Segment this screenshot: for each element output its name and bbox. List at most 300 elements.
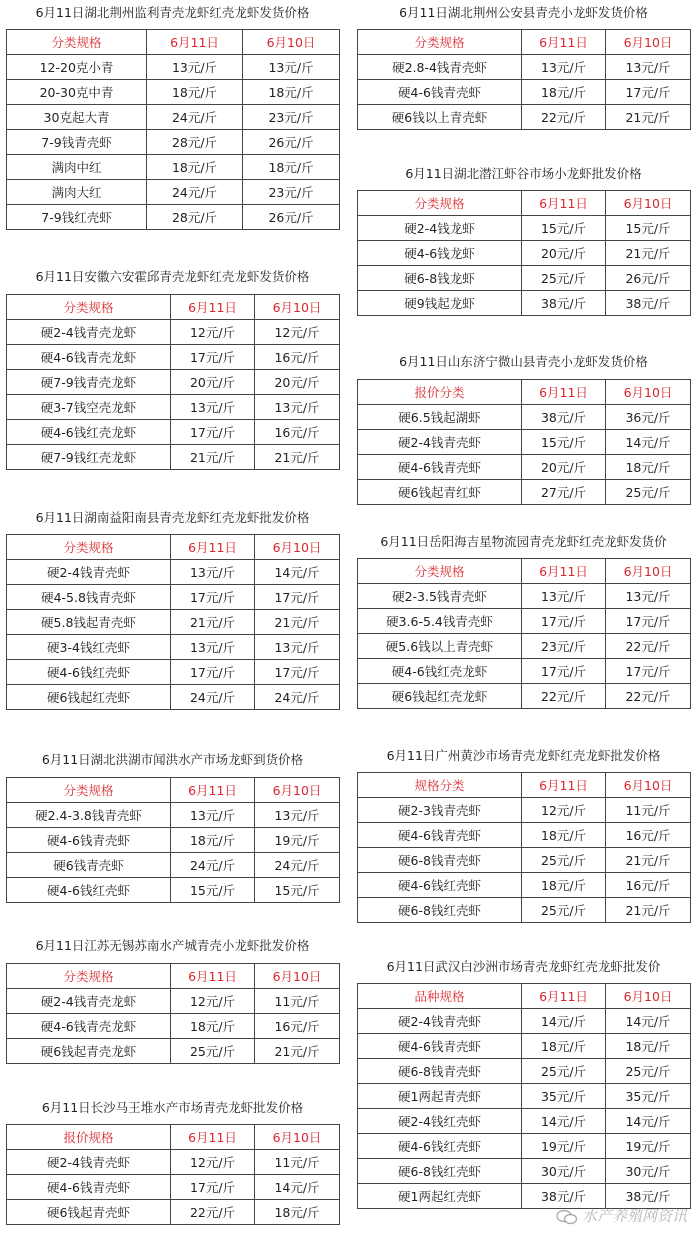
spec-cell: 硬2.8-4钱青壳虾 — [358, 55, 522, 80]
price-cell: 17元/斤 — [171, 585, 255, 610]
spec-cell: 硬2-4钱青壳龙虾 — [7, 320, 171, 345]
price-cell: 13元/斤 — [243, 55, 340, 80]
price-cell: 18元/斤 — [243, 80, 340, 105]
price-cell: 17元/斤 — [255, 585, 340, 610]
price-cell: 14元/斤 — [522, 1109, 606, 1134]
spec-cell: 硬4-6钱青壳虾 — [358, 823, 522, 848]
spec-cell: 硬6-8钱龙虾 — [358, 266, 522, 291]
spec-cell: 硬4-6钱青壳虾 — [358, 455, 522, 480]
spec-cell: 硬3-4钱红壳虾 — [7, 635, 171, 660]
table-row — [358, 634, 691, 659]
price-cell: 24元/斤 — [147, 180, 243, 205]
header-cell: 6月10日 — [255, 778, 340, 803]
price-cell: 20元/斤 — [255, 370, 340, 395]
price-cell: 17元/斤 — [171, 345, 255, 370]
price-cell: 18元/斤 — [606, 1034, 691, 1059]
table-row — [7, 1039, 340, 1064]
price-cell: 18元/斤 — [171, 828, 255, 853]
table-row — [7, 853, 340, 878]
price-table — [357, 558, 691, 709]
spec-cell: 30克起大青 — [7, 105, 147, 130]
table-header-row — [358, 559, 691, 584]
table-title: 6月11日湖北潜江虾谷市场小龙虾批发价格 — [405, 166, 642, 181]
price-cell: 22元/斤 — [171, 1200, 255, 1225]
price-cell: 16元/斤 — [255, 1014, 340, 1039]
spec-cell: 硬5.8钱起青壳虾 — [7, 610, 171, 635]
price-cell: 21元/斤 — [255, 610, 340, 635]
price-cell: 12元/斤 — [255, 320, 340, 345]
header-cell: 6月11日 — [171, 964, 255, 989]
table-header-row — [7, 295, 340, 320]
price-cell: 14元/斤 — [255, 1175, 340, 1200]
price-table — [357, 983, 691, 1209]
price-table — [357, 190, 691, 316]
price-cell: 18元/斤 — [243, 155, 340, 180]
price-cell: 17元/斤 — [171, 420, 255, 445]
spec-cell: 7-9钱青壳虾 — [7, 130, 147, 155]
spec-cell: 硬5.6钱以上青壳虾 — [358, 634, 522, 659]
price-cell: 21元/斤 — [606, 105, 691, 130]
header-cell: 6月10日 — [606, 773, 691, 798]
header-cell: 报价规格 — [7, 1125, 171, 1150]
price-cell: 18元/斤 — [171, 1014, 255, 1039]
table-header-row — [7, 1125, 340, 1150]
header-cell: 分类规格 — [7, 778, 171, 803]
header-cell: 分类规格 — [358, 30, 522, 55]
spec-cell: 硬4-6钱红壳虾 — [7, 660, 171, 685]
spec-cell: 硬4-6钱红壳虾 — [358, 873, 522, 898]
table-row — [358, 80, 691, 105]
table-row — [7, 320, 340, 345]
price-cell: 26元/斤 — [243, 130, 340, 155]
header-cell: 6月11日 — [171, 295, 255, 320]
price-cell: 19元/斤 — [522, 1134, 606, 1159]
price-cell: 25元/斤 — [171, 1039, 255, 1064]
price-cell: 25元/斤 — [522, 898, 606, 923]
price-cell: 21元/斤 — [171, 445, 255, 470]
price-cell: 18元/斤 — [147, 155, 243, 180]
price-table — [6, 534, 340, 710]
table-row — [7, 1150, 340, 1175]
price-cell: 28元/斤 — [147, 205, 243, 230]
header-cell: 6月10日 — [255, 964, 340, 989]
spec-cell: 硬6钱起红壳龙虾 — [358, 684, 522, 709]
price-cell: 38元/斤 — [606, 291, 691, 316]
table-title: 6月11日武汉白沙洲市场青壳龙虾红壳龙虾批发价 — [386, 959, 661, 974]
price-cell: 18元/斤 — [606, 455, 691, 480]
spec-cell: 硬6-8钱红壳虾 — [358, 1159, 522, 1184]
price-cell: 18元/斤 — [255, 1200, 340, 1225]
table-header-row — [358, 984, 691, 1009]
price-cell: 21元/斤 — [606, 241, 691, 266]
price-cell: 12元/斤 — [171, 1150, 255, 1175]
price-cell: 20元/斤 — [171, 370, 255, 395]
table-row — [358, 266, 691, 291]
price-cell: 17元/斤 — [255, 660, 340, 685]
table-row — [7, 80, 340, 105]
table-row — [358, 1059, 691, 1084]
table-title: 6月11日岳阳海吉星物流园青壳龙虾红壳龙虾发货价 — [380, 534, 667, 549]
price-table — [357, 379, 691, 505]
table-row — [7, 345, 340, 370]
price-cell: 17元/斤 — [171, 1175, 255, 1200]
header-cell: 6月11日 — [522, 191, 606, 216]
price-cell: 13元/斤 — [171, 803, 255, 828]
table-title: 6月11日湖南益阳南县青壳龙虾红壳龙虾批发价格 — [35, 510, 310, 525]
header-cell: 6月10日 — [606, 380, 691, 405]
price-table — [6, 963, 340, 1064]
spec-cell: 硬4-6钱红壳龙虾 — [358, 659, 522, 684]
table-title: 6月11日山东济宁微山县青壳小龙虾发货价格 — [399, 354, 648, 369]
price-cell: 24元/斤 — [171, 853, 255, 878]
spec-cell: 硬6-8钱青壳虾 — [358, 848, 522, 873]
header-cell: 6月10日 — [243, 30, 340, 55]
price-cell: 24元/斤 — [255, 853, 340, 878]
table-header-row — [358, 30, 691, 55]
spec-cell: 硬4-6钱青壳龙虾 — [7, 1014, 171, 1039]
price-cell: 25元/斤 — [606, 1059, 691, 1084]
header-cell: 6月10日 — [606, 191, 691, 216]
price-cell: 16元/斤 — [606, 873, 691, 898]
price-cell: 15元/斤 — [255, 878, 340, 903]
table-row — [358, 1034, 691, 1059]
spec-cell: 硬9钱起龙虾 — [358, 291, 522, 316]
header-cell: 6月10日 — [255, 295, 340, 320]
table-row — [358, 659, 691, 684]
price-cell: 19元/斤 — [606, 1134, 691, 1159]
spec-cell: 满肉大红 — [7, 180, 147, 205]
spec-cell: 20-30克中青 — [7, 80, 147, 105]
spec-cell: 硬4-6钱青壳龙虾 — [7, 345, 171, 370]
price-cell: 13元/斤 — [147, 55, 243, 80]
price-cell: 38元/斤 — [522, 405, 606, 430]
price-table — [6, 777, 340, 903]
spec-cell: 硬4-6钱青壳虾 — [358, 1034, 522, 1059]
price-cell: 14元/斤 — [606, 430, 691, 455]
spec-cell: 硬4-6钱青壳虾 — [7, 828, 171, 853]
price-cell: 15元/斤 — [522, 430, 606, 455]
price-cell: 18元/斤 — [522, 823, 606, 848]
table-row — [7, 989, 340, 1014]
spec-cell: 硬6钱起红壳虾 — [7, 685, 171, 710]
price-cell: 22元/斤 — [522, 684, 606, 709]
header-cell: 6月11日 — [171, 1125, 255, 1150]
price-cell: 15元/斤 — [522, 216, 606, 241]
table-row — [7, 610, 340, 635]
header-cell: 分类规格 — [7, 535, 171, 560]
spec-cell: 硬2-4钱红壳虾 — [358, 1109, 522, 1134]
price-cell: 17元/斤 — [171, 660, 255, 685]
price-cell: 14元/斤 — [606, 1109, 691, 1134]
price-cell: 13元/斤 — [255, 635, 340, 660]
price-cell: 21元/斤 — [171, 610, 255, 635]
table-row — [7, 370, 340, 395]
price-cell: 15元/斤 — [606, 216, 691, 241]
header-cell: 分类规格 — [358, 559, 522, 584]
spec-cell: 硬7-9钱红壳龙虾 — [7, 445, 171, 470]
price-cell: 21元/斤 — [606, 898, 691, 923]
price-cell: 30元/斤 — [606, 1159, 691, 1184]
price-table — [357, 29, 691, 130]
header-cell: 6月10日 — [606, 30, 691, 55]
spec-cell: 硬1两起青壳虾 — [358, 1084, 522, 1109]
table-row — [358, 480, 691, 505]
table-row — [358, 1134, 691, 1159]
spec-cell: 硬2-4钱青壳龙虾 — [7, 989, 171, 1014]
price-cell: 11元/斤 — [255, 989, 340, 1014]
price-cell: 19元/斤 — [255, 828, 340, 853]
price-cell: 36元/斤 — [606, 405, 691, 430]
table-row — [7, 55, 340, 80]
table-row — [7, 105, 340, 130]
spec-cell: 硬6钱青壳虾 — [7, 853, 171, 878]
table-row — [7, 445, 340, 470]
price-cell: 18元/斤 — [522, 80, 606, 105]
table-header-row — [7, 30, 340, 55]
table-row — [7, 685, 340, 710]
table-row — [358, 1084, 691, 1109]
spec-cell: 硬4-6钱青壳虾 — [7, 1175, 171, 1200]
spec-cell: 硬6钱起青壳虾 — [7, 1200, 171, 1225]
price-cell: 35元/斤 — [522, 1084, 606, 1109]
table-row — [7, 1200, 340, 1225]
table-row — [358, 684, 691, 709]
spec-cell: 硬3.6-5.4钱青壳虾 — [358, 609, 522, 634]
header-cell: 6月11日 — [171, 535, 255, 560]
price-cell: 24元/斤 — [147, 105, 243, 130]
table-row — [358, 609, 691, 634]
header-cell: 6月11日 — [522, 773, 606, 798]
spec-cell: 硬6-8钱青壳虾 — [358, 1059, 522, 1084]
price-cell: 25元/斤 — [522, 848, 606, 873]
price-cell: 25元/斤 — [522, 1059, 606, 1084]
header-cell: 分类规格 — [7, 30, 147, 55]
price-cell: 28元/斤 — [147, 130, 243, 155]
table-row — [358, 898, 691, 923]
table-row — [7, 395, 340, 420]
table-title: 6月11日广州黄沙市场青壳龙虾红壳龙虾批发价格 — [386, 748, 661, 763]
table-row — [358, 1009, 691, 1034]
header-cell: 6月11日 — [522, 380, 606, 405]
table-row — [7, 585, 340, 610]
table-row — [7, 878, 340, 903]
price-cell: 25元/斤 — [522, 266, 606, 291]
price-cell: 22元/斤 — [522, 105, 606, 130]
table-row — [358, 455, 691, 480]
price-cell: 23元/斤 — [243, 180, 340, 205]
table-row — [7, 635, 340, 660]
spec-cell: 硬4-6钱龙虾 — [358, 241, 522, 266]
spec-cell: 7-9钱红壳虾 — [7, 205, 147, 230]
table-row — [358, 848, 691, 873]
header-cell: 分类规格 — [358, 191, 522, 216]
price-cell: 17元/斤 — [522, 659, 606, 684]
table-row — [7, 1175, 340, 1200]
table-title: 6月11日安徽六安霍邱青壳龙虾红壳龙虾发货价格 — [35, 269, 310, 284]
price-cell: 26元/斤 — [243, 205, 340, 230]
wechat-icon — [556, 1209, 578, 1225]
header-cell: 6月10日 — [255, 1125, 340, 1150]
spec-cell: 硬4-6钱红壳虾 — [358, 1134, 522, 1159]
price-cell: 23元/斤 — [243, 105, 340, 130]
price-cell: 13元/斤 — [522, 55, 606, 80]
table-title: 6月11日江苏无锡苏南水产城青壳小龙虾批发价格 — [35, 938, 310, 953]
table-row — [358, 823, 691, 848]
price-cell: 16元/斤 — [255, 345, 340, 370]
price-cell: 18元/斤 — [522, 1034, 606, 1059]
price-cell: 25元/斤 — [606, 480, 691, 505]
spec-cell: 硬6钱起青壳龙虾 — [7, 1039, 171, 1064]
table-header-row — [7, 964, 340, 989]
price-cell: 13元/斤 — [171, 635, 255, 660]
table-row — [358, 291, 691, 316]
table-row — [7, 155, 340, 180]
price-cell: 12元/斤 — [522, 798, 606, 823]
table-row — [358, 430, 691, 455]
header-cell: 6月11日 — [522, 30, 606, 55]
spec-cell: 满肉中红 — [7, 155, 147, 180]
price-cell: 13元/斤 — [522, 584, 606, 609]
table-row — [358, 55, 691, 80]
header-cell: 6月10日 — [606, 984, 691, 1009]
price-cell: 21元/斤 — [606, 848, 691, 873]
header-cell: 分类规格 — [7, 964, 171, 989]
watermark — [556, 1205, 687, 1226]
table-row — [358, 216, 691, 241]
header-cell: 6月10日 — [606, 559, 691, 584]
table-row — [7, 205, 340, 230]
table-title: 6月11日湖北荆州监利青壳龙虾红壳龙虾发货价格 — [35, 5, 310, 20]
header-cell: 6月11日 — [522, 984, 606, 1009]
price-cell: 38元/斤 — [522, 291, 606, 316]
table-row — [7, 828, 340, 853]
spec-cell: 硬2-4钱青壳虾 — [358, 1009, 522, 1034]
table-row — [7, 660, 340, 685]
price-cell: 38元/斤 — [606, 1184, 691, 1209]
price-table — [357, 772, 691, 923]
table-header-row — [358, 380, 691, 405]
spec-cell: 硬2.4-3.8钱青壳虾 — [7, 803, 171, 828]
price-cell: 23元/斤 — [522, 634, 606, 659]
table-header-row — [358, 191, 691, 216]
header-cell: 分类规格 — [7, 295, 171, 320]
price-cell: 16元/斤 — [606, 823, 691, 848]
table-header-row — [7, 535, 340, 560]
price-cell: 13元/斤 — [255, 803, 340, 828]
table-row — [7, 420, 340, 445]
price-cell: 14元/斤 — [606, 1009, 691, 1034]
spec-cell: 硬6钱起青红虾 — [358, 480, 522, 505]
spec-cell: 硬2-4钱青壳虾 — [7, 560, 171, 585]
table-row — [358, 405, 691, 430]
table-title: 6月11日湖北洪湖市闻洪水产市场龙虾到货价格 — [41, 752, 304, 767]
spec-cell: 硬2-4钱龙虾 — [358, 216, 522, 241]
table-row — [358, 1159, 691, 1184]
header-cell: 6月10日 — [255, 535, 340, 560]
header-cell: 报价分类 — [358, 380, 522, 405]
price-cell: 38元/斤 — [522, 1184, 606, 1209]
price-cell: 22元/斤 — [606, 634, 691, 659]
price-table — [6, 1124, 340, 1225]
price-table — [6, 294, 340, 470]
spec-cell: 硬3-7钱空壳龙虾 — [7, 395, 171, 420]
table-title: 6月11日长沙马王堆水产市场青壳龙虾批发价格 — [41, 1100, 304, 1115]
price-cell: 18元/斤 — [522, 873, 606, 898]
table-header-row — [358, 773, 691, 798]
spec-cell: 硬4-6钱红壳虾 — [7, 878, 171, 903]
price-cell: 17元/斤 — [606, 609, 691, 634]
price-cell: 14元/斤 — [255, 560, 340, 585]
header-cell: 品种规格 — [358, 984, 522, 1009]
price-cell: 35元/斤 — [606, 1084, 691, 1109]
spec-cell: 硬6-8钱红壳虾 — [358, 898, 522, 923]
price-cell: 13元/斤 — [171, 560, 255, 585]
spec-cell: 硬1两起红壳虾 — [358, 1184, 522, 1209]
price-cell: 24元/斤 — [171, 685, 255, 710]
price-cell: 12元/斤 — [171, 320, 255, 345]
table-row — [358, 584, 691, 609]
spec-cell: 硬6钱以上青壳虾 — [358, 105, 522, 130]
table-row — [358, 798, 691, 823]
header-cell: 规格分类 — [358, 773, 522, 798]
price-cell: 18元/斤 — [147, 80, 243, 105]
spec-cell: 硬4-6钱红壳龙虾 — [7, 420, 171, 445]
spec-cell: 硬2-3钱青壳虾 — [358, 798, 522, 823]
spec-cell: 12-20克小青 — [7, 55, 147, 80]
table-row — [7, 1014, 340, 1039]
spec-cell: 硬4-5.8钱青壳虾 — [7, 585, 171, 610]
price-cell: 11元/斤 — [606, 798, 691, 823]
price-cell: 11元/斤 — [255, 1150, 340, 1175]
table-row — [7, 130, 340, 155]
table-row — [358, 1109, 691, 1134]
header-cell: 6月11日 — [147, 30, 243, 55]
spec-cell: 硬2-4钱青壳虾 — [358, 430, 522, 455]
header-cell: 6月11日 — [522, 559, 606, 584]
table-row — [7, 803, 340, 828]
price-cell: 20元/斤 — [522, 241, 606, 266]
spec-cell: 硬6.5钱起湖虾 — [358, 405, 522, 430]
price-cell: 20元/斤 — [522, 455, 606, 480]
price-cell: 22元/斤 — [606, 684, 691, 709]
price-cell: 30元/斤 — [522, 1159, 606, 1184]
table-row — [7, 560, 340, 585]
table-header-row — [7, 778, 340, 803]
price-cell: 17元/斤 — [606, 659, 691, 684]
spec-cell: 硬2-4钱青壳虾 — [7, 1150, 171, 1175]
spec-cell: 硬7-9钱青壳龙虾 — [7, 370, 171, 395]
price-cell: 13元/斤 — [606, 55, 691, 80]
price-cell: 26元/斤 — [606, 266, 691, 291]
table-row — [358, 873, 691, 898]
price-cell: 21元/斤 — [255, 445, 340, 470]
spec-cell: 硬4-6钱青壳虾 — [358, 80, 522, 105]
price-cell: 17元/斤 — [522, 609, 606, 634]
table-row — [7, 180, 340, 205]
table-row — [358, 105, 691, 130]
price-cell: 13元/斤 — [171, 395, 255, 420]
price-cell: 17元/斤 — [606, 80, 691, 105]
price-cell: 27元/斤 — [522, 480, 606, 505]
table-row — [358, 241, 691, 266]
price-cell: 12元/斤 — [171, 989, 255, 1014]
price-cell: 21元/斤 — [255, 1039, 340, 1064]
price-cell: 13元/斤 — [255, 395, 340, 420]
price-table — [6, 29, 340, 230]
price-cell: 16元/斤 — [255, 420, 340, 445]
price-cell: 14元/斤 — [522, 1009, 606, 1034]
spec-cell: 硬2-3.5钱青壳虾 — [358, 584, 522, 609]
